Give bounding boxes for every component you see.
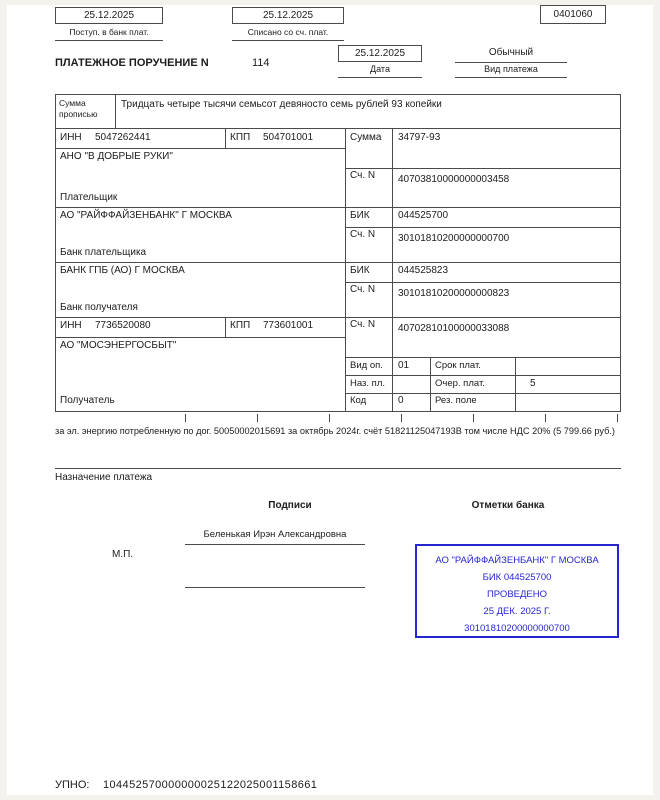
sum-label: Сумма [350, 132, 382, 143]
beneficiary-acct-value: 40702810100000033088 [398, 323, 510, 334]
payer-inn-value: 5047262441 [95, 132, 151, 143]
divider [345, 393, 621, 394]
divider [345, 168, 621, 169]
beneficiary-inn-value: 7736520080 [95, 320, 151, 331]
payer-bank-acct-value: 30101810200000000700 [398, 233, 510, 244]
divider [55, 207, 621, 208]
divider [55, 317, 621, 318]
ocher-plat-label: Очер. плат. [435, 378, 485, 389]
field-tick [473, 414, 474, 422]
upno-value: 104452570000000025122025001158661 [103, 779, 318, 791]
divider [55, 337, 345, 338]
payer-bank-acct-label: Сч. N [350, 229, 376, 240]
divider [345, 128, 346, 412]
mp-label: М.П. [112, 549, 134, 560]
divider [115, 94, 116, 128]
purpose-label: Назначение платежа [55, 472, 153, 483]
payer-section-label: Плательщик [60, 192, 118, 203]
beneficiary-bank-acct-value: 30101810200000000823 [398, 288, 510, 299]
signer-name: Беленькая Ирэн Александровна [203, 529, 347, 540]
naz-pl-label: Наз. пл. [350, 378, 385, 389]
beneficiary-kpp-value: 773601001 [263, 320, 314, 331]
stamp-status: ПРОВЕДЕНО [486, 589, 548, 600]
beneficiary-kpp-label: КПП [230, 320, 251, 331]
ocher-plat-value: 5 [530, 378, 536, 389]
payment-kind: Обычный [455, 47, 567, 63]
stamp-date: 25 ДЕК. 2025 Г. [483, 606, 551, 617]
document-date-box [338, 45, 422, 62]
beneficiary-name: АО "МОСЭНЕРГОСБЫТ" [60, 340, 177, 351]
divider [345, 282, 621, 283]
divider [55, 148, 345, 149]
signature-line [185, 587, 365, 588]
stamp-bank-name: АО "РАЙФФАЙЗЕНБАНК" Г МОСКВА [435, 555, 599, 566]
sum-value: 34797-93 [398, 132, 441, 143]
debited-date-label: Списано со сч. плат. [232, 27, 344, 41]
debited-date-box [232, 7, 344, 24]
kod-value: 0 [398, 395, 404, 406]
payer-bank-bik-label: БИК [350, 210, 370, 221]
payer-name: АНО "В ДОБРЫЕ РУКИ" [60, 151, 173, 162]
document-title: ПЛАТЕЖНОЕ ПОРУЧЕНИЕ N [55, 57, 209, 69]
payer-kpp-value: 504701001 [263, 132, 314, 143]
field-tick [617, 414, 618, 422]
payer-bank-name: АО "РАЙФФАЙЗЕНБАНК" Г МОСКВА [60, 210, 232, 221]
payer-inn-label: ИНН [60, 132, 82, 143]
field-tick [257, 414, 258, 422]
divider [392, 128, 393, 412]
kod-label: Код [350, 395, 367, 406]
payer-bank-section-label: Банк плательщика [60, 247, 147, 258]
divider [515, 357, 516, 412]
beneficiary-bank-bik-label: БИК [350, 265, 370, 276]
beneficiary-bank-name: БАНК ГПБ (АО) Г МОСКВА [60, 265, 185, 276]
purpose-text: за эл. энергию потребленную по дог. 50050002015691 за октябрь 2024г. счёт 51821125047193В том числе НДС 20% (5 799.66 руб.) [55, 426, 615, 436]
form-code-box [540, 5, 606, 24]
beneficiary-bank-bik-value: 044525823 [398, 265, 449, 276]
beneficiary-inn-label: ИНН [60, 320, 82, 331]
stamp-account: 30101810200000000700 [464, 623, 570, 634]
payer-acct-value: 40703810000000003458 [398, 174, 510, 185]
document-number: 114 [252, 57, 270, 69]
document-date-label: Дата [338, 64, 422, 78]
divider [55, 262, 621, 263]
field-tick [329, 414, 330, 422]
payer-kpp-label: КПП [230, 132, 251, 143]
received-date-box [55, 7, 163, 24]
beneficiary-bank-acct-label: Сч. N [350, 284, 376, 295]
beneficiary-acct-label: Сч. N [350, 319, 376, 330]
amount-words-value: Тридцать четыре тысячи семьсот девяносто семь рублей 93 копейки [121, 99, 442, 110]
signatures-label: Подписи [268, 500, 312, 511]
beneficiary-bank-section-label: Банк получателя [60, 302, 138, 313]
srok-plat-label: Срок плат. [435, 360, 481, 371]
beneficiary-section-label: Получатель [60, 395, 115, 406]
field-tick [545, 414, 546, 422]
vid-op-label: Вид оп. [350, 360, 383, 371]
form-code: 0401060 [553, 9, 593, 20]
document-date: 25.12.2025 [354, 48, 406, 59]
upno-label: УПНО: [55, 779, 90, 791]
received-date: 25.12.2025 [83, 10, 135, 21]
received-date-label: Поступ. в банк плат. [55, 27, 163, 41]
payer-acct-label: Сч. N [350, 170, 376, 181]
bank-marks-label: Отметки банка [471, 500, 545, 511]
amount-words-label: Сумма прописью [59, 98, 98, 119]
field-tick [185, 414, 186, 422]
field-tick [401, 414, 402, 422]
divider [225, 317, 226, 337]
vid-op-value: 01 [398, 360, 410, 371]
debited-date: 25.12.2025 [262, 10, 314, 21]
signature-line [185, 544, 365, 545]
payment-kind-label: Вид платежа [455, 64, 567, 78]
divider [345, 375, 621, 376]
rez-pole-label: Рез. поле [435, 395, 477, 406]
stamp-bik: БИК 044525700 [482, 572, 552, 583]
divider [345, 227, 621, 228]
payer-bank-bik-value: 044525700 [398, 210, 449, 221]
bank-stamp [415, 544, 619, 638]
divider [225, 128, 226, 148]
divider [345, 357, 621, 358]
divider [55, 468, 621, 469]
divider [430, 357, 431, 412]
